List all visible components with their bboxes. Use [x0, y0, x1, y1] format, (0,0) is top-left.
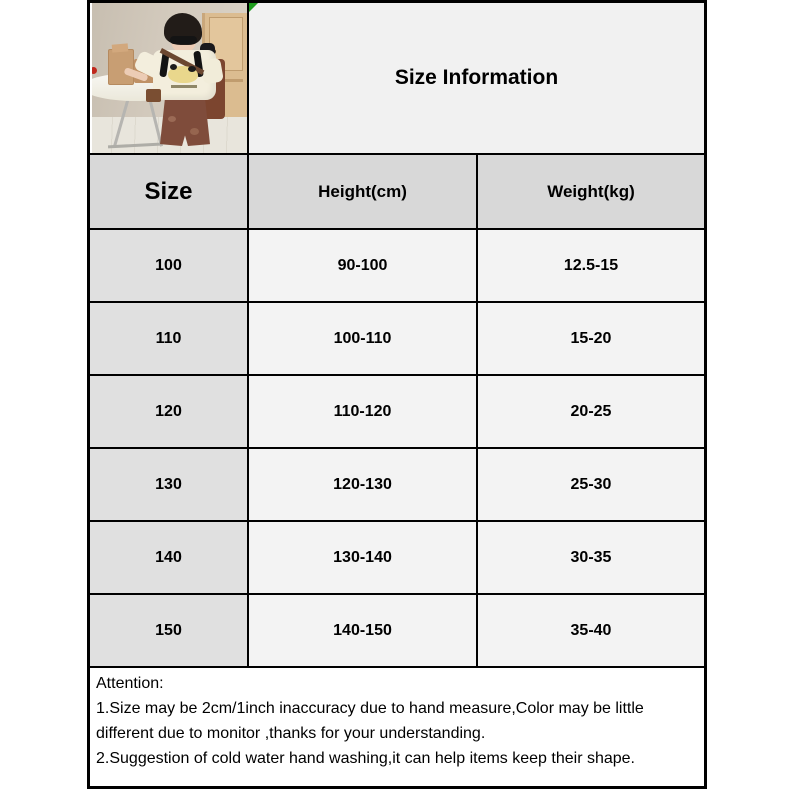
- product-photo: [90, 3, 247, 153]
- photo-pants-patch: [190, 128, 199, 135]
- attention-title: Attention:: [96, 675, 164, 692]
- photo-inner-margin: [90, 3, 92, 153]
- green-triangle-icon: [249, 3, 258, 12]
- size-value: 150: [90, 595, 247, 666]
- size-chart-sheet: [87, 0, 707, 789]
- photo-paper-bag-fold: [112, 43, 129, 52]
- size-value: 100: [90, 230, 247, 301]
- weight-value: 25-30: [478, 449, 704, 520]
- size-value: 120: [90, 376, 247, 447]
- weight-value: 35-40: [478, 595, 704, 666]
- height-value: 110-120: [249, 376, 476, 447]
- photo-sunglasses: [170, 36, 197, 44]
- column-header-height: Height(cm): [249, 155, 476, 228]
- attention-item: 1.Size may be 2cm/1inch inaccuracy due to hand measure,Color may be little different due to monitor ,thanks for your understanding.: [96, 700, 644, 742]
- photo-paper-bag: [108, 49, 134, 85]
- height-value: 120-130: [249, 449, 476, 520]
- weight-value: 12.5-15: [478, 230, 704, 301]
- weight-value: 15-20: [478, 303, 704, 374]
- size-value: 110: [90, 303, 247, 374]
- weight-value: 30-35: [478, 522, 704, 593]
- column-header-size: Size: [90, 155, 247, 228]
- attention-note: [90, 668, 704, 786]
- height-value: 90-100: [249, 230, 476, 301]
- photo-child-figure: [146, 13, 230, 153]
- height-value: 140-150: [249, 595, 476, 666]
- weight-value: 20-25: [478, 376, 704, 447]
- photo-pants: [160, 98, 210, 146]
- page-title: Size Information: [394, 66, 559, 89]
- photo-graphic-spot: [188, 66, 196, 72]
- height-value: 100-110: [249, 303, 476, 374]
- attention-item: 2.Suggestion of cold water hand washing,it can help items keep their shape.: [96, 750, 635, 767]
- photo-graphic-spot: [170, 64, 177, 70]
- photo-shirt-graphic: [168, 66, 198, 83]
- size-value: 130: [90, 449, 247, 520]
- photo-shirt-text: [171, 85, 197, 88]
- photo-pants-patch: [168, 116, 176, 122]
- height-value: 130-140: [249, 522, 476, 593]
- title-cell: [249, 3, 704, 153]
- column-header-weight: Weight(kg): [478, 155, 704, 228]
- size-value: 140: [90, 522, 247, 593]
- photo-side-bag: [146, 89, 161, 102]
